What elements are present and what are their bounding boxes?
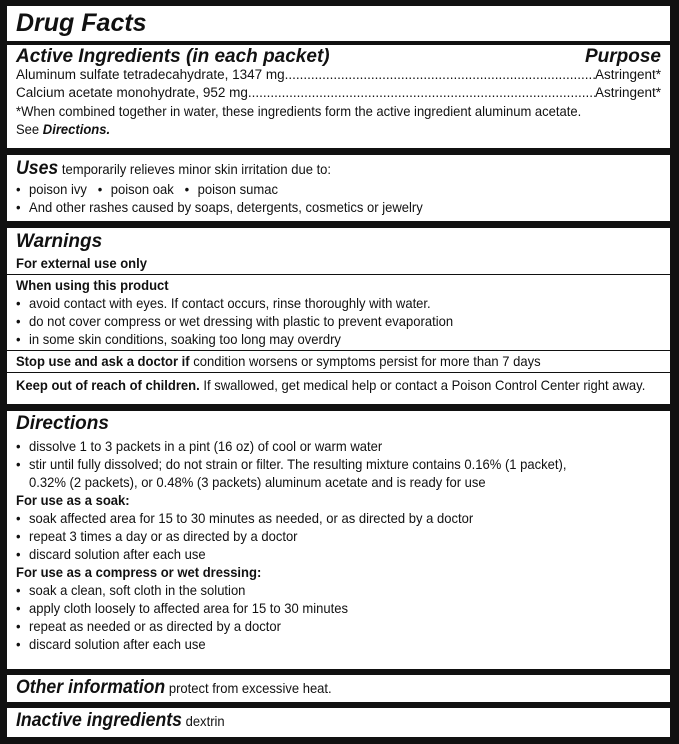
other-info-line: Other information protect from excessive heat.: [16, 677, 332, 698]
external-use: For external use only: [16, 255, 147, 271]
keep-out-of-reach: Keep out of reach of children. If swallowed, get medical help or contact a Poison Control Center right away.: [16, 377, 646, 393]
inactive-heading: Inactive ingredients: [16, 710, 182, 731]
inactive-panel: [7, 708, 670, 737]
directions-panel: [7, 411, 670, 669]
ingredient-name: Aluminum sulfate tetradecahydrate, 1347 mg: [16, 67, 285, 82]
soak-item: • repeat 3 times a day or as directed by a doctor: [16, 527, 661, 545]
active-ingredient-row: [16, 84, 661, 102]
drug-facts-panel: [7, 6, 670, 148]
ingredient-purpose: Astringent*: [594, 67, 661, 82]
uses-list: • poison ivy • poison oak • poison sumac: [16, 180, 661, 198]
directions-heading: Directions: [16, 413, 109, 434]
direction-item: • dissolve 1 to 3 packets in a pint (16 oz) of cool or warm water: [16, 437, 661, 455]
uses-heading: Uses: [16, 158, 59, 179]
see-directions: See Directions.: [16, 121, 111, 137]
purpose-heading: Purpose: [584, 46, 661, 67]
other-info-panel: [7, 675, 670, 702]
warnings-panel: [7, 228, 670, 404]
active-ingredients-heading: Active Ingredients (in each packet): [16, 46, 330, 67]
inactive-line: Inactive ingredients dextrin: [16, 710, 225, 731]
compress-item: • soak a clean, soft cloth in the solution: [16, 581, 661, 599]
compress-item: • repeat as needed or as directed by a doctor: [16, 617, 661, 635]
drug-facts-title: Drug Facts: [16, 9, 147, 37]
compress-heading: For use as a compress or wet dressing:: [16, 564, 262, 580]
uses-panel: [7, 155, 670, 221]
uses-other: • And other rashes caused by soaps, detergents, cosmetics or jewelry: [16, 198, 661, 216]
soak-heading: For use as a soak:: [16, 492, 130, 508]
soak-item: • discard solution after each use: [16, 545, 661, 563]
ingredient-purpose: Astringent*: [594, 85, 661, 100]
warning-item: • do not cover compress or wet dressing with plastic to prevent evaporation: [16, 312, 661, 330]
warnings-heading: Warnings: [16, 231, 103, 252]
compress-item: • apply cloth loosely to affected area for 15 to 30 minutes: [16, 599, 661, 617]
uses-line: Uses temporarily relieves minor skin irritation due to:: [16, 158, 332, 179]
stop-use: Stop use and ask a doctor if condition worsens or symptoms persist for more than 7 days: [16, 353, 541, 369]
soak-item: • soak affected area for 15 to 30 minutes as needed, or as directed by a doctor: [16, 509, 661, 527]
direction-item: • stir until fully dissolved; do not strain or filter. The resulting mixture contains 0.16% (1 packet),: [16, 455, 661, 473]
warning-item: • in some skin conditions, soaking too long may overdry: [16, 330, 661, 350]
other-info-heading: Other information: [16, 677, 166, 698]
when-using-heading: When using this product: [16, 277, 169, 293]
warning-item: • avoid contact with eyes. If contact occurs, rinse thoroughly with water.: [16, 294, 661, 312]
active-ingredient-row: [16, 66, 661, 84]
compress-item: • discard solution after each use: [16, 635, 661, 653]
active-heading-row: [16, 47, 661, 66]
ingredient-name: Calcium acetate monohydrate, 952 mg: [16, 85, 248, 100]
active-note: *When combined together in water, these ingredients form the active ingredient aluminum acetate.: [16, 103, 582, 119]
direction-item-cont: 0.32% (2 packets), or 0.48% (3 packets) aluminum acetate and is ready for use: [29, 474, 486, 490]
divider: [7, 41, 670, 45]
